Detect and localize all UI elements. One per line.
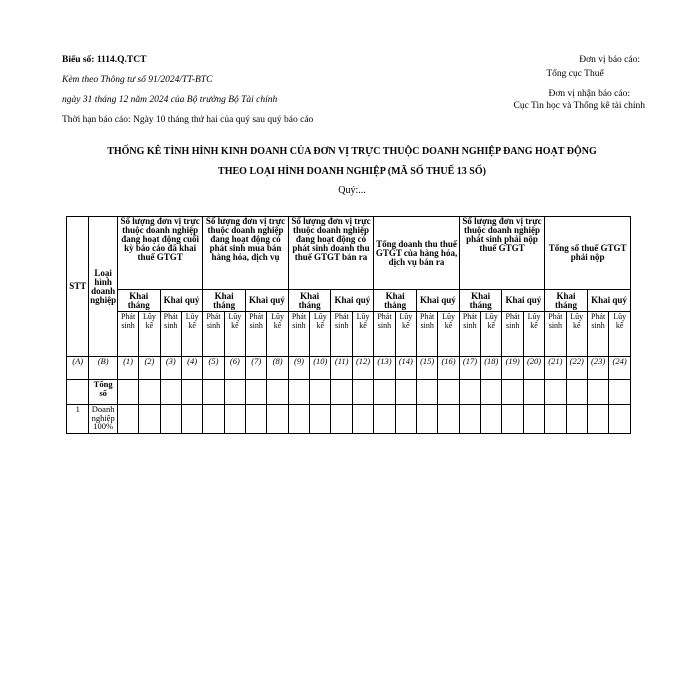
period-month-header: Khai tháng (374, 290, 417, 312)
column-number: (9) (288, 357, 309, 380)
data-cell[interactable] (523, 380, 544, 405)
arising-header: Phát sinh (331, 312, 352, 357)
arising-header: Phát sinh (587, 312, 608, 357)
data-cell[interactable] (416, 380, 437, 405)
group-header-6: Tổng số thuế GTGT phải nộp (545, 217, 631, 290)
data-cell[interactable] (587, 380, 608, 405)
report-title-line-1: THỐNG KÊ TÌNH HÌNH KINH DOANH CỦA ĐƠN VỊ TRỰC THUỘC DOANH NGHIỆP ĐANG HOẠT ĐỘNG (107, 146, 597, 157)
arising-header: Phát sinh (545, 312, 566, 357)
circular-date: ngày 31 tháng 12 năm 2024 của Bộ trưởng Bộ Tài chính (62, 95, 278, 105)
stt-header: STT (67, 217, 89, 357)
reporting-unit: Tổng cục Thuế (546, 69, 604, 79)
column-number: (21) (545, 357, 566, 380)
receiving-unit-label: Đơn vị nhận báo cáo: (548, 89, 630, 99)
column-number: (8) (267, 357, 288, 380)
data-cell[interactable] (181, 405, 202, 434)
cumulative-header: Lũy kế (267, 312, 288, 357)
data-cell[interactable] (459, 405, 480, 434)
data-cell[interactable] (117, 405, 138, 434)
data-cell[interactable] (117, 380, 138, 405)
period-quarter-header: Khai quý (587, 290, 630, 312)
data-cell[interactable] (310, 405, 331, 434)
cumulative-header: Lũy kế (352, 312, 373, 357)
data-cell[interactable] (352, 380, 373, 405)
arising-header: Phát sinh (160, 312, 181, 357)
data-cell[interactable] (224, 405, 245, 434)
column-number: (16) (438, 357, 459, 380)
column-number: (5) (203, 357, 224, 380)
quarter-label: Quý:... (338, 185, 366, 196)
data-cell[interactable] (352, 405, 373, 434)
business-type-header: Loại hình doanh nghiệp (89, 217, 117, 357)
column-number: (24) (609, 357, 631, 380)
arising-header: Phát sinh (288, 312, 309, 357)
row-label-enterprise: Doanh nghiệp 100% (89, 405, 117, 434)
column-number: (12) (352, 357, 373, 380)
column-number: (20) (523, 357, 544, 380)
period-month-header: Khai tháng (288, 290, 331, 312)
column-number: (B) (89, 357, 117, 380)
group-header-5: Số lượng đơn vị trực thuộc doanh nghiệp phát sinh phải nộp thuế GTGT (459, 217, 544, 290)
data-cell[interactable] (288, 405, 309, 434)
data-cell[interactable] (310, 380, 331, 405)
data-cell[interactable] (566, 380, 587, 405)
arising-header: Phát sinh (374, 312, 395, 357)
period-month-header: Khai tháng (203, 290, 246, 312)
data-cell[interactable] (160, 380, 181, 405)
cumulative-header: Lũy kế (566, 312, 587, 357)
data-cell[interactable] (331, 405, 352, 434)
column-number: (4) (181, 357, 202, 380)
data-cell[interactable] (139, 380, 160, 405)
period-quarter-header: Khai quý (160, 290, 203, 312)
cumulative-header: Lũy kế (224, 312, 245, 357)
report-deadline: Thời hạn báo cáo: Ngày 10 tháng thứ hai của quý sau quý báo cáo (62, 115, 314, 125)
period-quarter-header: Khai quý (246, 290, 289, 312)
column-number: (19) (502, 357, 523, 380)
data-cell[interactable] (288, 380, 309, 405)
data-cell[interactable] (481, 380, 502, 405)
period-quarter-header: Khai quý (331, 290, 374, 312)
column-number: (6) (224, 357, 245, 380)
data-cell[interactable] (523, 405, 544, 434)
data-cell[interactable] (395, 405, 416, 434)
data-cell[interactable] (502, 380, 523, 405)
data-cell[interactable] (481, 405, 502, 434)
row-stt: 1 (67, 405, 89, 434)
row-label-total: Tổng số (89, 380, 117, 405)
column-number: (15) (416, 357, 437, 380)
report-title-line-2: THEO LOẠI HÌNH DOANH NGHIỆP (MÃ SỐ THUẾ 13 SỐ) (218, 166, 486, 177)
data-cell[interactable] (224, 380, 245, 405)
statistics-table (66, 216, 631, 434)
data-cell[interactable] (267, 380, 288, 405)
attached-circular: Kèm theo Thông tư số 91/2024/TT-BTC (62, 75, 213, 85)
group-header-1: Số lượng đơn vị trực thuộc doanh nghiệp đang hoạt động cuối kỳ báo cáo đã khai thuế GTGT (117, 217, 202, 290)
data-cell[interactable] (246, 405, 267, 434)
data-cell[interactable] (160, 405, 181, 434)
group-header-4: Tổng doanh thu thuế GTGT của hàng hóa, dịch vụ bán ra (374, 217, 460, 290)
arising-header: Phát sinh (459, 312, 480, 357)
data-cell[interactable] (246, 380, 267, 405)
data-cell[interactable] (609, 380, 631, 405)
data-cell[interactable] (331, 380, 352, 405)
cumulative-header: Lũy kế (181, 312, 202, 357)
arising-header: Phát sinh (246, 312, 267, 357)
column-number: (11) (331, 357, 352, 380)
data-cell[interactable] (395, 380, 416, 405)
column-number: (7) (246, 357, 267, 380)
column-number: (2) (139, 357, 160, 380)
cumulative-header: Lũy kế (310, 312, 331, 357)
data-cell[interactable] (459, 380, 480, 405)
data-cell[interactable] (438, 380, 459, 405)
data-cell[interactable] (587, 405, 608, 434)
form-number: Biểu số: 1114.Q.TCT (62, 55, 147, 65)
column-number: (22) (566, 357, 587, 380)
arising-header: Phát sinh (117, 312, 138, 357)
column-number: (1) (117, 357, 138, 380)
arising-header: Phát sinh (502, 312, 523, 357)
cumulative-header: Lũy kế (523, 312, 544, 357)
period-quarter-header: Khai quý (416, 290, 459, 312)
column-number: (10) (310, 357, 331, 380)
cumulative-header: Lũy kế (139, 312, 160, 357)
cumulative-header: Lũy kế (395, 312, 416, 357)
column-number: (18) (481, 357, 502, 380)
data-cell[interactable] (609, 405, 631, 434)
data-cell[interactable] (181, 380, 202, 405)
receiving-unit: Cục Tin học và Thống kê tài chính (513, 101, 645, 111)
row-stt (67, 380, 89, 405)
data-cell[interactable] (545, 405, 566, 434)
data-cell[interactable] (203, 380, 224, 405)
reporting-unit-label: Đơn vị báo cáo: (579, 55, 640, 65)
column-number: (3) (160, 357, 181, 380)
data-cell[interactable] (416, 405, 437, 434)
data-cell[interactable] (545, 380, 566, 405)
column-number: (A) (67, 357, 89, 380)
arising-header: Phát sinh (416, 312, 437, 357)
arising-header: Phát sinh (203, 312, 224, 357)
data-cell[interactable] (139, 405, 160, 434)
data-cell[interactable] (203, 405, 224, 434)
data-cell[interactable] (374, 380, 395, 405)
cumulative-header: Lũy kế (609, 312, 631, 357)
data-cell[interactable] (438, 405, 459, 434)
column-number: (14) (395, 357, 416, 380)
column-number: (13) (374, 357, 395, 380)
column-number: (23) (587, 357, 608, 380)
group-header-2: Số lượng đơn vị trực thuộc doanh nghiệp đang hoạt động có phát sinh mua bán hàng hóa, dịch vụ (203, 217, 288, 290)
period-quarter-header: Khai quý (502, 290, 545, 312)
cumulative-header: Lũy kế (481, 312, 502, 357)
data-cell[interactable] (267, 405, 288, 434)
period-month-header: Khai tháng (459, 290, 502, 312)
group-header-3: Số lượng đơn vị trực thuộc doanh nghiệp đang hoạt động có phát sinh doanh thu thuế GTGT bán ra (288, 217, 374, 290)
data-cell[interactable] (374, 405, 395, 434)
column-number: (17) (459, 357, 480, 380)
data-cell[interactable] (566, 405, 587, 434)
period-month-header: Khai tháng (117, 290, 160, 312)
period-month-header: Khai tháng (545, 290, 588, 312)
cumulative-header: Lũy kế (438, 312, 459, 357)
data-cell[interactable] (502, 405, 523, 434)
